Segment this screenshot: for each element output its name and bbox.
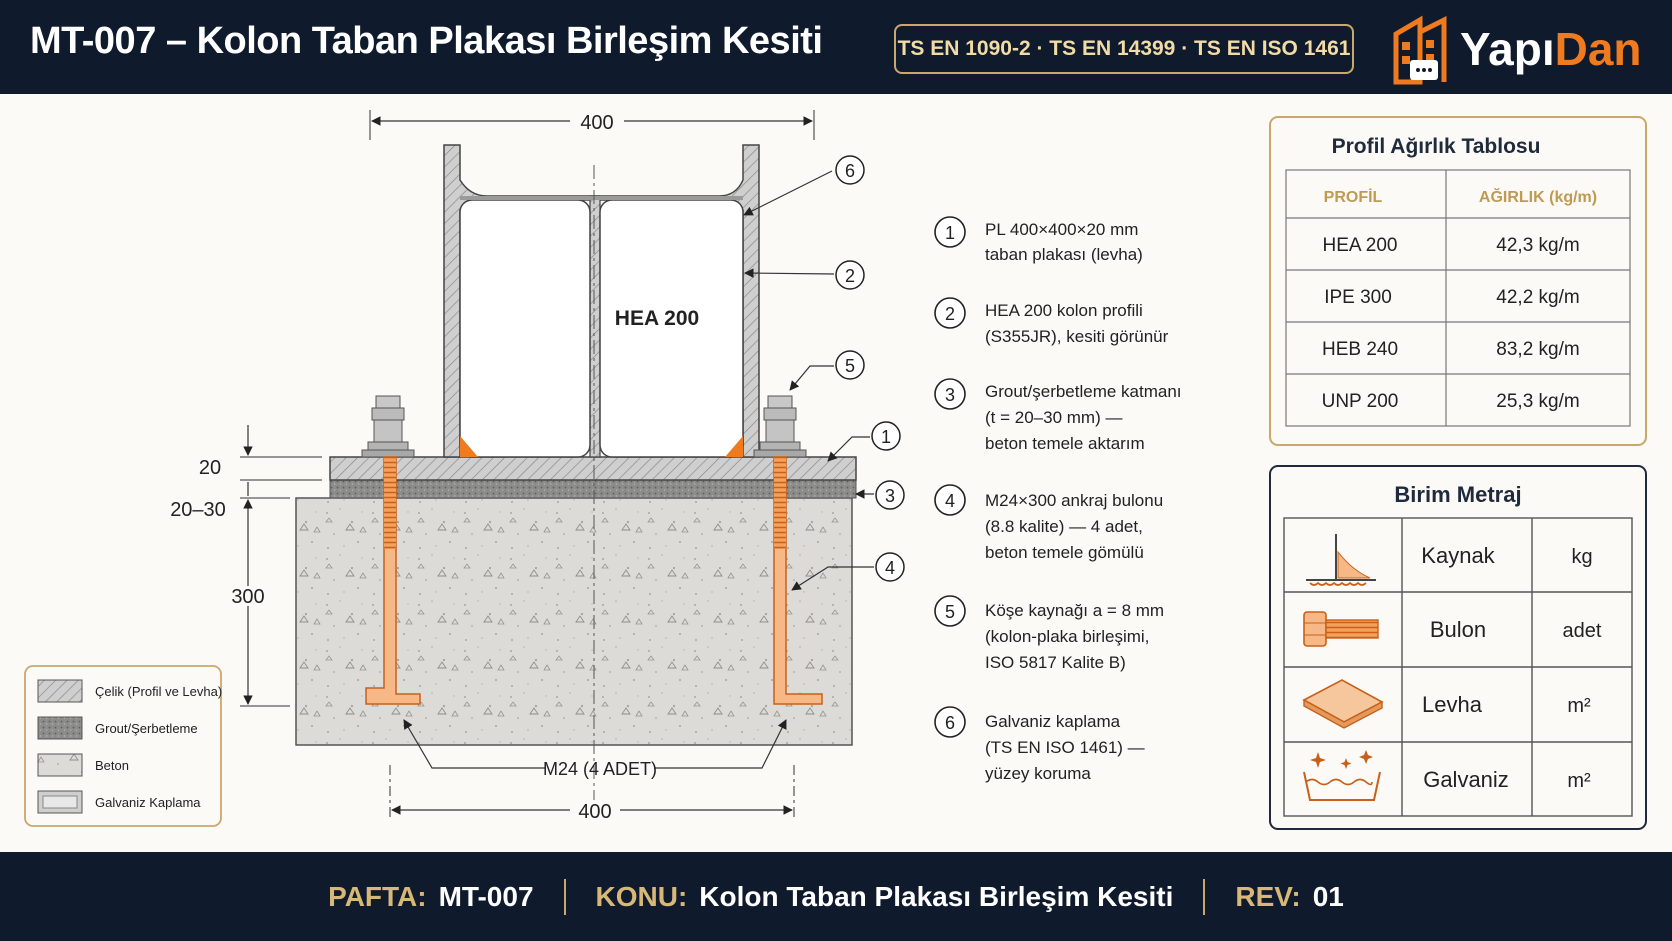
svg-text:4: 4 xyxy=(944,491,956,511)
metraj-unit: m² xyxy=(1567,695,1591,717)
svg-text:Galvaniz Kaplama: Galvaniz Kaplama xyxy=(95,795,201,810)
svg-text:1: 1 xyxy=(944,223,956,243)
dim-grout-value: 20–30 xyxy=(170,499,226,521)
detail-drawing-canvas xyxy=(0,94,1672,852)
svg-text:Beton: Beton xyxy=(95,758,129,773)
footer-rev-key: REV: xyxy=(1235,880,1301,912)
footer-konu-key: KONU: xyxy=(595,880,688,912)
concrete-foundation xyxy=(296,498,852,745)
hea-column-section xyxy=(444,145,759,457)
table-cell: HEB 240 xyxy=(1321,339,1399,360)
svg-text:Köşe kaynağı a = 8 mm: Köşe kaynağı a = 8 mm xyxy=(985,601,1165,620)
building-logo-icon xyxy=(1390,12,1456,86)
note-5 xyxy=(935,596,1164,672)
weight-table-title: Profil Ağırlık Tablosu xyxy=(1331,135,1541,158)
logo-wordmark xyxy=(1460,22,1642,76)
callout-5: 5 xyxy=(844,356,856,376)
header-bar xyxy=(0,0,1672,94)
drawing-sheet xyxy=(0,94,1672,852)
metraj-title: Birim Metraj xyxy=(1394,482,1522,507)
svg-text:3: 3 xyxy=(944,385,956,405)
dim-top-value: 400 xyxy=(580,112,614,134)
note-1 xyxy=(935,217,1143,264)
svg-text:Grout/şerbetleme katmanı: Grout/şerbetleme katmanı xyxy=(985,382,1182,401)
profile-label: HEA 200 xyxy=(614,307,700,330)
footer-divider xyxy=(1203,879,1205,915)
metraj-item: Galvaniz xyxy=(1423,767,1509,792)
svg-text:taban plakası (levha): taban plakası (levha) xyxy=(985,245,1143,264)
note-2 xyxy=(935,298,1169,346)
bolt-label: M24 (4 ADET) xyxy=(542,759,658,779)
svg-text:Çelik (Profil ve Levha): Çelik (Profil ve Levha) xyxy=(95,684,223,699)
dim-plate-value: 20 xyxy=(198,457,222,479)
dim-anchor-value: 300 xyxy=(231,586,265,608)
legend-swatch-grout xyxy=(38,717,82,739)
svg-text:(t = 20–30 mm) —: (t = 20–30 mm) — xyxy=(985,408,1123,427)
note-3 xyxy=(935,379,1182,453)
callout-3: 3 xyxy=(884,486,896,506)
svg-text:PL 400×400×20 mm: PL 400×400×20 mm xyxy=(985,220,1139,239)
callout-4: 4 xyxy=(884,558,896,578)
logo-word-white: Yapı xyxy=(1460,23,1555,75)
svg-text:M24×300 ankraj bulonu: M24×300 ankraj bulonu xyxy=(985,491,1164,510)
title-block-footer xyxy=(0,852,1672,941)
footer-konu-value: Kolon Taban Plakası Birleşim Kesiti xyxy=(699,880,1174,912)
svg-text:(S355JR), kesiti görünür: (S355JR), kesiti görünür xyxy=(985,327,1169,346)
table-cell: HEA 200 xyxy=(1322,235,1398,256)
dim-bottom-value: 400 xyxy=(578,801,612,823)
svg-text:ISO 5817 Kalite B): ISO 5817 Kalite B) xyxy=(985,653,1126,672)
table-cell: 42,2 kg/m xyxy=(1496,287,1580,308)
metraj-unit: adet xyxy=(1562,620,1602,642)
svg-text:(8.8 kalite) — 4 adet,: (8.8 kalite) — 4 adet, xyxy=(985,517,1143,536)
metraj-item: Kaynak xyxy=(1421,543,1495,568)
footer-divider xyxy=(564,879,566,915)
table-cell: 25,3 kg/m xyxy=(1496,391,1580,412)
logo-word-orange: Dan xyxy=(1554,23,1642,75)
svg-text:beton temele gömülü: beton temele gömülü xyxy=(985,543,1144,562)
note-4 xyxy=(935,485,1163,562)
svg-text:6: 6 xyxy=(944,713,956,733)
footer-pafta-value: MT-007 xyxy=(438,880,534,912)
svg-text:Galvaniz kaplama: Galvaniz kaplama xyxy=(985,712,1121,731)
svg-text:beton temele aktarım: beton temele aktarım xyxy=(985,434,1145,453)
company-logo xyxy=(1390,12,1660,86)
metraj-item: Bulon xyxy=(1429,617,1487,642)
callout-1: 1 xyxy=(880,427,892,447)
footer-rev-value: 01 xyxy=(1312,880,1344,912)
profile-weight-table xyxy=(1270,117,1646,445)
notes-list xyxy=(935,217,1182,783)
svg-text:yüzey koruma: yüzey koruma xyxy=(985,764,1091,783)
metraj-unit: m² xyxy=(1567,770,1591,792)
legend-swatch-steel xyxy=(38,680,82,702)
material-legend xyxy=(25,666,222,826)
svg-text:HEA 200 kolon profili: HEA 200 kolon profili xyxy=(985,301,1143,320)
standards-badge: TS EN 1090-2 · TS EN 14399 · TS EN ISO 1461 xyxy=(894,24,1354,74)
callout-6: 6 xyxy=(844,161,856,181)
page-title: MT-007 – Kolon Taban Plakası Birleşim Kesiti xyxy=(30,20,823,62)
metraj-item: Levha xyxy=(1422,692,1482,717)
legend-swatch-concrete xyxy=(38,754,82,776)
table-cell: UNP 200 xyxy=(1321,391,1399,412)
svg-text:5: 5 xyxy=(944,602,956,622)
callout-2: 2 xyxy=(844,266,856,286)
table-cell: 83,2 kg/m xyxy=(1496,339,1580,360)
unit-quantity-table xyxy=(1270,466,1646,829)
table-cell: 42,3 kg/m xyxy=(1496,235,1580,256)
table-cell: IPE 300 xyxy=(1324,287,1392,308)
footer-pafta-key: PAFTA: xyxy=(328,880,427,912)
svg-text:2: 2 xyxy=(944,304,956,324)
note-6 xyxy=(935,707,1145,783)
svg-text:(TS EN ISO 1461) —: (TS EN ISO 1461) — xyxy=(985,738,1145,757)
metraj-unit: kg xyxy=(1571,546,1593,568)
svg-text:(kolon-plaka birleşimi,: (kolon-plaka birleşimi, xyxy=(985,627,1150,646)
col-header-profile: PROFİL xyxy=(1323,189,1383,206)
col-header-weight: AĞIRLIK (kg/m) xyxy=(1478,189,1598,206)
svg-text:Grout/Şerbetleme: Grout/Şerbetleme xyxy=(95,721,198,736)
